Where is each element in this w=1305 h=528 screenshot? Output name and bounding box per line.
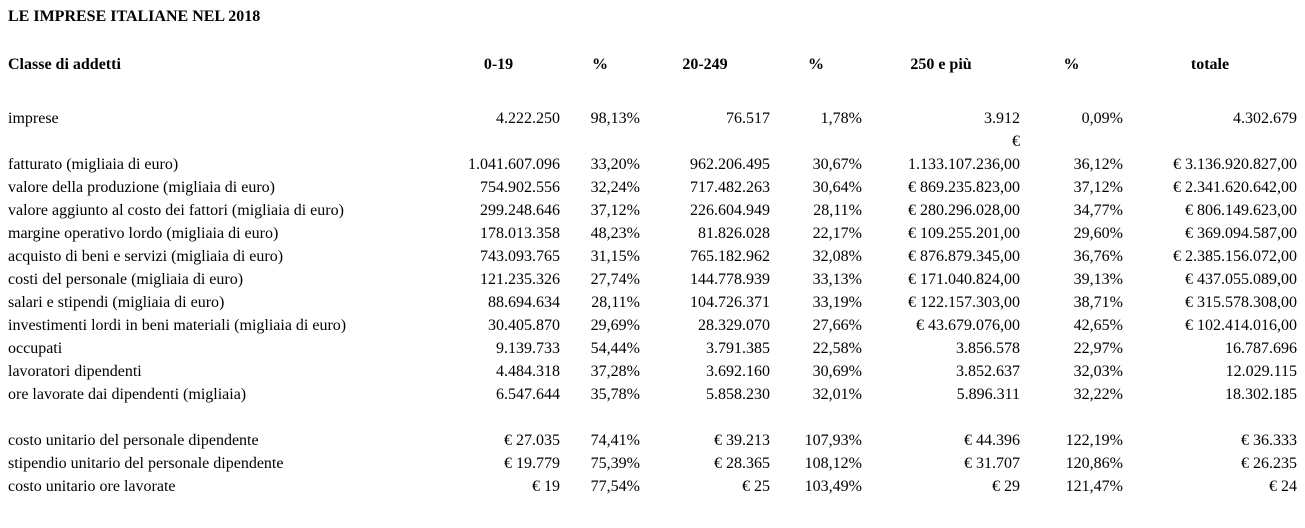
cell-value: 226.604.949 [690, 202, 770, 219]
header-col-pct-2: % [808, 56, 824, 73]
row-label: lavoratori dipendenti [8, 363, 142, 380]
cell-value: 103,49% [804, 478, 862, 495]
cell-value: 30,69% [812, 363, 862, 380]
row-label: fatturato (migliaia di euro) [8, 156, 179, 173]
row-label: valore aggiunto al costo dei fattori (migliaia di euro) [8, 202, 344, 219]
cell-value: 75,39% [590, 455, 640, 472]
cell-value: € 36.333 [1241, 432, 1297, 449]
cell-value: 28,11% [591, 294, 640, 311]
cell-value [560, 406, 640, 429]
row-label [8, 406, 437, 429]
cell-value: 32,22% [1073, 386, 1123, 403]
table-row [8, 291, 1297, 314]
cell-value: 34,77% [1073, 202, 1123, 219]
row-label: investimenti lordi in beni materiali (migliaia di euro) [8, 317, 347, 334]
cell-value: 32,03% [1073, 363, 1123, 380]
cell-value: 37,12% [590, 202, 640, 219]
table-row [8, 153, 1297, 176]
cell-value: 29,69% [590, 317, 640, 334]
cell-value: 54,44% [590, 340, 640, 357]
cell-value: 28.329.070 [698, 317, 770, 334]
cell-value: € 171.040.824,00 [908, 271, 1020, 288]
row-label: costo unitario ore lavorate [8, 478, 176, 495]
row-label: occupati [8, 340, 63, 357]
table-row [8, 107, 1297, 130]
table-body [8, 107, 1297, 498]
cell-value: 98,13% [590, 110, 640, 127]
cell-value: € 2.341.620.642,00 [1173, 179, 1297, 196]
cell-value: € 26.235 [1241, 455, 1297, 472]
cell-value: € 27.035 [504, 432, 560, 449]
cell-value: € 39.213 [714, 432, 770, 449]
cell-value: € 19.779 [504, 455, 560, 472]
cell-value: 104.726.371 [690, 294, 770, 311]
header-col-pct-1: % [592, 56, 608, 73]
table-row [8, 176, 1297, 199]
cell-value: 88.694.634 [488, 294, 560, 311]
cell-value: 33,13% [812, 271, 862, 288]
cell-value: € 102.414.016,00 [1185, 317, 1297, 334]
imprese-table [8, 53, 1297, 498]
row-label: salari e stipendi (migliaia di euro) [8, 294, 225, 311]
cell-value: 120,86% [1065, 455, 1123, 472]
cell-value: 28,11% [813, 202, 862, 219]
table-row [8, 130, 1297, 153]
cell-value: € [1012, 133, 1020, 150]
cell-value: 0,09% [1081, 110, 1123, 127]
cell-value: 31,15% [590, 248, 640, 265]
cell-value: € 806.149.623,00 [1185, 202, 1297, 219]
cell-value: 37,28% [590, 363, 640, 380]
cell-value [770, 130, 862, 153]
row-label: margine operativo lordo (migliaia di euro) [8, 225, 279, 242]
cell-value: € 869.235.823,00 [908, 179, 1020, 196]
cell-value: 32,08% [812, 248, 862, 265]
cell-value: 765.182.962 [690, 248, 770, 265]
cell-value: 3.856.578 [956, 340, 1020, 357]
table-row [8, 337, 1297, 360]
cell-value: 107,93% [804, 432, 862, 449]
cell-value [1020, 406, 1123, 429]
cell-value: 299.248.646 [480, 202, 560, 219]
cell-value: 76.517 [726, 110, 770, 127]
cell-value: 32,01% [812, 386, 862, 403]
cell-value: 717.482.263 [690, 179, 770, 196]
cell-value: 36,12% [1073, 156, 1123, 173]
cell-value [770, 406, 862, 429]
row-label: acquisto di beni e servizi (migliaia di euro) [8, 248, 284, 265]
cell-value: 42,65% [1073, 317, 1123, 334]
row-label: costi del personale (migliaia di euro) [8, 271, 244, 288]
cell-value: € 44.396 [964, 432, 1020, 449]
cell-value: 29,60% [1073, 225, 1123, 242]
cell-value: € 31.707 [964, 455, 1020, 472]
cell-value: 30,67% [812, 156, 862, 173]
cell-value: 3.912 [984, 110, 1020, 127]
cell-value: 5.896.311 [956, 386, 1020, 403]
cell-value: 743.093.765 [480, 248, 560, 265]
header-row [8, 53, 1297, 76]
table-row [8, 199, 1297, 222]
cell-value [437, 130, 560, 153]
cell-value: 35,78% [590, 386, 640, 403]
cell-value: 1.041.607.096 [468, 156, 560, 173]
cell-value [1020, 130, 1123, 153]
spacer [8, 28, 1297, 53]
table-row [8, 452, 1297, 475]
cell-value: 81.826.028 [698, 225, 770, 242]
cell-value: 6.547.644 [496, 386, 560, 403]
row-label: valore della produzione (migliaia di euro) [8, 179, 276, 196]
cell-value: 74,41% [590, 432, 640, 449]
cell-value [1123, 130, 1297, 153]
table-row [8, 475, 1297, 498]
cell-value: € 876.879.345,00 [908, 248, 1020, 265]
cell-value: € 24 [1269, 478, 1297, 495]
header-col-0-19: 0-19 [483, 56, 514, 73]
cell-value: 18.302.185 [1225, 386, 1297, 403]
cell-value: € 437.055.089,00 [1185, 271, 1297, 288]
cell-value: 5.858.230 [706, 386, 770, 403]
cell-value: 4.484.318 [496, 363, 560, 380]
cell-value: € 29 [992, 478, 1020, 495]
cell-value [437, 406, 560, 429]
cell-value: 754.902.556 [480, 179, 560, 196]
cell-value: 178.013.358 [480, 225, 560, 242]
cell-value: 32,24% [590, 179, 640, 196]
row-label: imprese [8, 110, 59, 127]
cell-value: € 19 [532, 478, 560, 495]
cell-value [640, 406, 770, 429]
cell-value [640, 130, 770, 153]
cell-value: 121.235.326 [480, 271, 560, 288]
cell-value: € 122.157.303,00 [908, 294, 1020, 311]
cell-value: 37,12% [1073, 179, 1123, 196]
cell-value: 38,71% [1073, 294, 1123, 311]
row-label: costo unitario del personale dipendente [8, 432, 259, 449]
cell-value: 1,78% [820, 110, 862, 127]
cell-value: 22,17% [812, 225, 862, 242]
cell-value: 27,74% [590, 271, 640, 288]
cell-value: 4.222.250 [496, 110, 560, 127]
cell-value: 22,58% [812, 340, 862, 357]
cell-value: 3.852.637 [956, 363, 1020, 380]
cell-value: € 2.385.156.072,00 [1173, 248, 1297, 265]
row-label: stipendio unitario del personale dipendente [8, 455, 284, 472]
cell-value: 108,12% [804, 455, 862, 472]
table-row [8, 314, 1297, 337]
row-label: ore lavorate dai dipendenti (migliaia) [8, 386, 247, 403]
table-row [8, 268, 1297, 291]
spacer [8, 76, 1297, 107]
cell-value [862, 406, 1020, 429]
table-row [8, 406, 1297, 429]
table-header [8, 53, 1297, 107]
cell-value: 36,76% [1073, 248, 1123, 265]
cell-value: € 25 [742, 478, 770, 495]
table-row [8, 245, 1297, 268]
header-col-20-249: 20-249 [682, 56, 728, 73]
cell-value: 144.778.939 [690, 271, 770, 288]
cell-value: 48,23% [590, 225, 640, 242]
cell-value: € 315.578.308,00 [1185, 294, 1297, 311]
header-col-pct-3: % [1063, 56, 1080, 73]
table-row [8, 360, 1297, 383]
cell-value: € 3.136.920.827,00 [1173, 156, 1297, 173]
cell-value: 121,47% [1065, 478, 1123, 495]
table-row [8, 383, 1297, 406]
cell-value: € 43.679.076,00 [916, 317, 1020, 334]
cell-value: 4.302.679 [1233, 110, 1297, 127]
table-row [8, 429, 1297, 452]
row-label [8, 130, 437, 153]
cell-value: 77,54% [590, 478, 640, 495]
cell-value: 9.139.733 [496, 340, 560, 357]
header-classe-di-addetti: Classe di addetti [8, 56, 121, 73]
cell-value [1123, 406, 1297, 429]
cell-value: € 109.255.201,00 [908, 225, 1020, 242]
header-col-totale: totale [1190, 56, 1230, 73]
header-col-250-e-piu: 250 e più [910, 56, 972, 73]
cell-value: 122,19% [1065, 432, 1123, 449]
cell-value: 33,19% [812, 294, 862, 311]
cell-value: € 28.365 [714, 455, 770, 472]
cell-value: 39,13% [1073, 271, 1123, 288]
cell-value: 16.787.696 [1225, 340, 1297, 357]
cell-value: 30.405.870 [488, 317, 560, 334]
cell-value: 27,66% [812, 317, 862, 334]
cell-value: 3.692.160 [706, 363, 770, 380]
cell-value: 33,20% [590, 156, 640, 173]
cell-value: 1.133.107.236,00 [908, 156, 1020, 173]
page-title: LE IMPRESE ITALIANE NEL 2018 [8, 8, 261, 25]
cell-value: 30,64% [812, 179, 862, 196]
table-row [8, 222, 1297, 245]
cell-value [560, 130, 640, 153]
cell-value: 3.791.385 [706, 340, 770, 357]
cell-value: € 280.296.028,00 [908, 202, 1020, 219]
cell-value: € 369.094.587,00 [1185, 225, 1297, 242]
cell-value: 22,97% [1073, 340, 1123, 357]
cell-value: 12.029.115 [1225, 363, 1297, 380]
cell-value: 962.206.495 [690, 156, 770, 173]
